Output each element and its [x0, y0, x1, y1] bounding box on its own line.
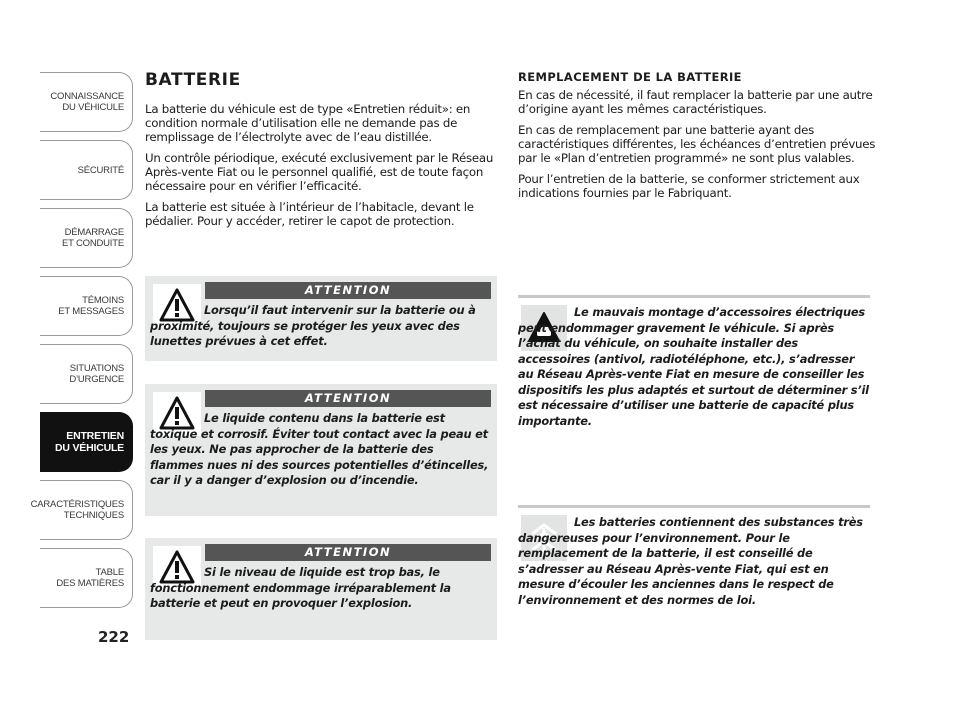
note-text: Le mauvais montage d’accessoires électriques peut endommager gravement le véhicule. Si après l’achat du véhicule, on souhaite installer des accessoires (antivol, radiotéléphone, etc.), s’adresser au Réseau Après-vente Fiat en mesure de conseiller les dispositifs les plus adaptés et surtout de déterminer s’il est nécessaire d’utiliser une batterie de capacité plus importante. [518, 305, 869, 428]
paragraph: La batterie est située à l’intérieur de l’habitacle, devant le pédalier. Pour y accéder, retirer le capot de protection. [145, 200, 474, 228]
note-text: Les batteries contiennent des substances très dangereuses pour l’environnement. Pour le remplacement de la batterie, il est conseillé de s’adresser au Réseau Après-vente Fiat, qui est en mesure d’écouler les anciennes dans le respect de l’environnement et des normes de loi. [518, 515, 863, 607]
tab-demarrage-et-conduite[interactable] [40, 208, 133, 268]
tab-temoins-et-messages[interactable] [40, 276, 133, 336]
attention-header: ATTENTION [205, 544, 491, 561]
tab-label: SITUATIONS D’URGENCE [69, 363, 124, 385]
tab-label: CONNAISSANCE DU VÉHICULE [50, 91, 124, 113]
paragraph: La batterie du véhicule est de type «Entretien réduit»: en condition normale d’utilisation elle ne demande pas de remplissage de l’électrolyte avec de l’eau distillée. [145, 102, 471, 144]
divider [518, 505, 870, 508]
attention-text: Lorsqu’il faut intervenir sur la batterie ou à proximité, toujours se protéger les yeux avec des lunettes prévues à cet effet. [150, 303, 476, 348]
attention-box [145, 276, 497, 361]
tab-label: ENTRETIEN DU VÉHICULE [55, 430, 124, 454]
tab-caracteristiques-techniques[interactable] [30, 480, 133, 540]
note-box [518, 295, 870, 465]
attention-box [145, 538, 497, 640]
tab-label: CARACTÉRISTIQUES TECHNIQUES [30, 499, 124, 521]
tab-label: TABLE DES MATIÈRES [56, 567, 124, 589]
paragraph: Pour l’entretien de la batterie, se conformer strictement aux indications fournies par le Fabriquant. [518, 172, 860, 200]
battery-section [145, 70, 497, 235]
tab-label: SÉCURITÉ [77, 164, 124, 176]
tab-securite[interactable] [40, 140, 133, 200]
tab-label: TÉMOINS ET MESSAGES [58, 295, 124, 317]
attention-box [145, 384, 497, 516]
attention-text: Si le niveau de liquide est trop bas, le fonctionnement endommage irréparablement la batterie et peut en provoquer l’explosion. [150, 565, 451, 610]
paragraph: Un contrôle périodique, exécuté exclusivement par le Réseau Après-vente Fiat ou le personnel qualifié, est de toute façon nécessaire pour en vérifier l’efficacité. [145, 151, 494, 193]
attention-header: ATTENTION [205, 282, 491, 299]
tab-entretien-du-vehicule[interactable] [40, 412, 133, 472]
page-number: 222 [98, 628, 130, 646]
divider [518, 295, 870, 298]
section-title: BATTERIE [145, 70, 241, 90]
paragraph: En cas de remplacement par une batterie ayant des caractéristiques différentes, les échéances d’entretien prévues par le «Plan d’entretien programmé» ne sont plus valables. [518, 123, 876, 165]
attention-header: ATTENTION [205, 390, 491, 407]
attention-text: Le liquide contenu dans la batterie est toxique et corrosif. Éviter tout contact avec la peau et les yeux. Ne pas approcher de la batterie des flammes nues ni des sources potentielles d’étincelles, car il y a danger d’explosion ou d’incendie. [150, 411, 489, 487]
tab-label: DÉMARRAGE ET CONDUITE [61, 227, 124, 249]
section-title: REMPLACEMENT DE LA BATTERIE [518, 70, 742, 84]
tab-table-des-matieres[interactable] [40, 548, 133, 608]
tab-connaissance-du-vehicule[interactable] [40, 72, 133, 132]
paragraph: En cas de nécessité, il faut remplacer la batterie par une autre d’origine ayant les mêmes caractéristiques. [518, 88, 873, 116]
note-box [518, 505, 870, 640]
battery-replacement-section [518, 70, 876, 207]
tab-situations-d-urgence[interactable] [40, 344, 133, 404]
